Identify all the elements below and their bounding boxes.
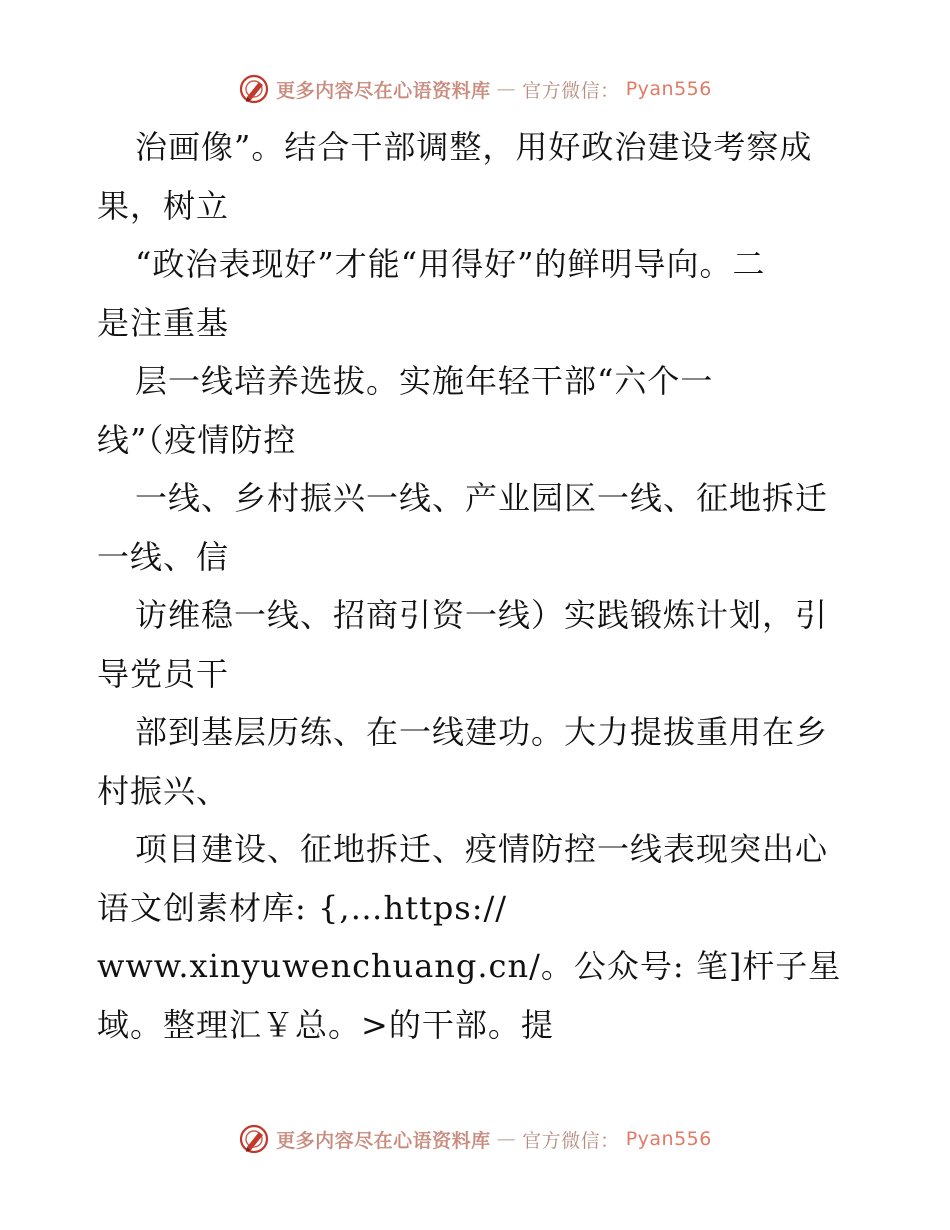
watermark-dash: — [496, 1128, 517, 1150]
text-line: 是注重基 [97, 303, 230, 342]
watermark-main-text: 更多内容尽在心语资料库 [276, 1129, 491, 1152]
text-line: 一线、乡村振兴一线、产业园区一线、征地拆迁 [135, 479, 829, 517]
watermark-wechat-label: 官方微信： [522, 79, 620, 102]
pen-logo-icon [238, 1123, 270, 1155]
text-line: 一线、信 [97, 537, 230, 576]
footer-watermark [0, 1122, 950, 1156]
text-line: 果，树立 [97, 186, 230, 225]
body-text [97, 118, 867, 1054]
header-watermark [0, 72, 950, 106]
text-line: 层一线培养选拔。实施年轻干部“六个一 [135, 362, 714, 400]
text-line: 语文创素材库: {,…https:// [97, 888, 508, 927]
text-line: www.xinyuwenchuang.cn/。公众号: 笔]杆子星 [97, 947, 842, 985]
text-line: 村振兴、 [97, 771, 230, 810]
text-line: 导党员干 [97, 654, 230, 693]
pen-logo-icon [238, 73, 270, 105]
text-line: 部到基层历练、在一线建功。大力提拔重用在乡 [135, 713, 829, 751]
text-line: 域。整理汇￥总。>的干部。提 [97, 1005, 554, 1044]
text-line: 治画像”。结合干部调整，用好政治建设考察成 [135, 128, 813, 166]
text-line: 访维稳一线、招商引资一线）实践锻炼计划，引 [135, 596, 829, 634]
watermark-wechat-label: 官方微信： [522, 1129, 620, 1152]
text-line: 项目建设、征地拆迁、疫情防控一线表现突出心 [135, 830, 829, 868]
watermark-wechat-id: Pyan556 [625, 78, 712, 100]
watermark-wechat-id: Pyan556 [625, 1128, 712, 1150]
watermark-dash: — [496, 78, 517, 100]
text-line: 线”（疫情防控 [97, 420, 297, 459]
watermark-main-text: 更多内容尽在心语资料库 [276, 79, 491, 102]
text-line: “政治表现好”才能“用得好”的鲜明导向。二 [135, 245, 766, 283]
